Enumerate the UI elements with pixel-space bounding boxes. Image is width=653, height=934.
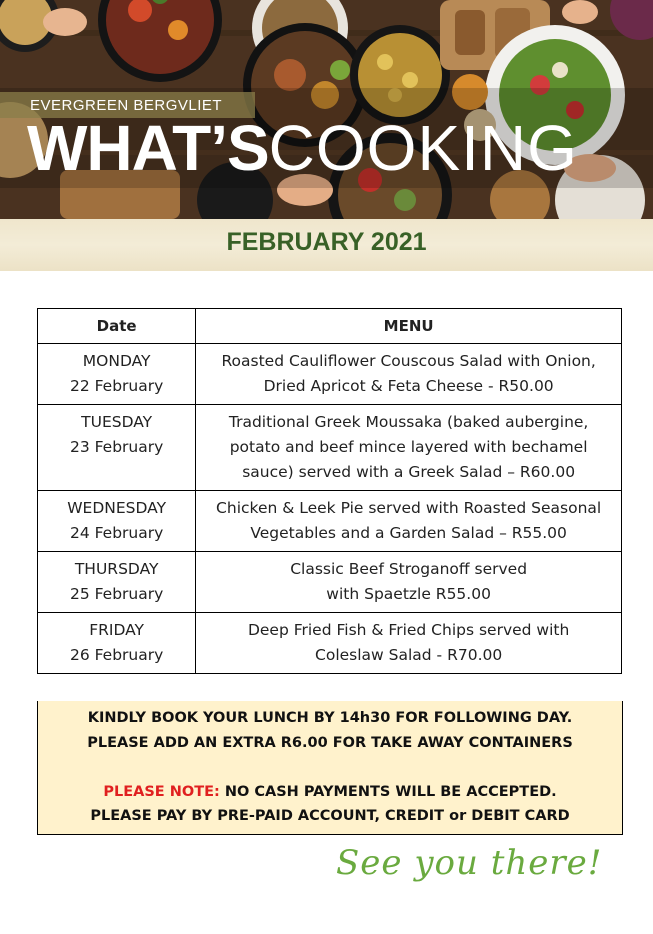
day-name: FRIDAY (89, 621, 145, 639)
day-date: 26 February (69, 646, 164, 664)
menu-line: potato and beef mince layered with bechamel (229, 438, 588, 456)
notice-payment-line (38, 784, 622, 800)
menu-line: Dried Apricot & Feta Cheese - R50.00 (263, 377, 554, 395)
date-cell (38, 344, 196, 405)
menu-line: Classic Beef Stroganoff served (290, 560, 528, 578)
day-name: THURSDAY (74, 560, 159, 578)
month-heading: FEBRUARY 2021 (226, 228, 427, 256)
date-cell (38, 552, 196, 613)
notice-container-line: PLEASE ADD AN EXTRA R6.00 FOR TAKE AWAY CONTAINERS (87, 735, 573, 751)
menu-cell (196, 613, 622, 674)
brand-title (27, 113, 578, 183)
notice-card-line: PLEASE PAY BY PRE-PAID ACCOUNT, CREDIT or DEBIT CARD (90, 808, 570, 824)
hero-banner (0, 0, 653, 219)
notice-booking-line: KINDLY BOOK YOUR LUNCH BY 14h30 FOR FOLLOWING DAY. (87, 710, 573, 726)
menu-line: Vegetables and a Garden Salad – R55.00 (250, 524, 567, 542)
brand-title-light: COOKING (268, 112, 578, 184)
date-cell (38, 405, 196, 491)
day-name: TUESDAY (81, 413, 153, 431)
menu-line: Traditional Greek Moussaka (baked aubergine, (228, 413, 589, 431)
table-header-row (38, 309, 622, 344)
menu-cell (196, 344, 622, 405)
menu-line: Chicken & Leek Pie served with Roasted Seasonal (216, 499, 602, 517)
menu-table (37, 308, 622, 674)
date-cell (38, 491, 196, 552)
table-row (38, 344, 622, 405)
signoff-text: See you there! (336, 843, 603, 883)
date-cell (38, 613, 196, 674)
notice-label: PLEASE NOTE: (103, 784, 220, 800)
day-date: 25 February (69, 585, 164, 603)
menu-line: Roasted Cauliflower Couscous Salad with Onion, (221, 352, 596, 370)
menu-line: sauce) served with a Greek Salad – R60.00 (242, 463, 576, 481)
menu-column-header: MENU (196, 309, 622, 344)
table-row (38, 613, 622, 674)
notice-cash-text: NO CASH PAYMENTS WILL BE ACCEPTED. (219, 784, 557, 800)
menu-cell (196, 405, 622, 491)
menu-line: with Spaetzle R55.00 (326, 585, 491, 603)
menu-line: Coleslaw Salad - R70.00 (315, 646, 503, 664)
day-date: 24 February (69, 524, 164, 542)
date-column-header: Date (38, 309, 196, 344)
day-date: 22 February (69, 377, 164, 395)
table-row (38, 405, 622, 491)
day-name: WEDNESDAY (67, 499, 167, 517)
day-date: 23 February (69, 438, 164, 456)
menu-cell (196, 491, 622, 552)
day-name: MONDAY (82, 352, 151, 370)
table-row (38, 491, 622, 552)
brand-subtitle: EVERGREEN BERGVLIET (30, 97, 223, 114)
menu-cell (196, 552, 622, 613)
brand-title-bold: WHAT’S (27, 112, 269, 184)
table-row (38, 552, 622, 613)
menu-line: Deep Fried Fish & Fried Chips served with (247, 621, 570, 639)
booking-notice (37, 701, 623, 835)
